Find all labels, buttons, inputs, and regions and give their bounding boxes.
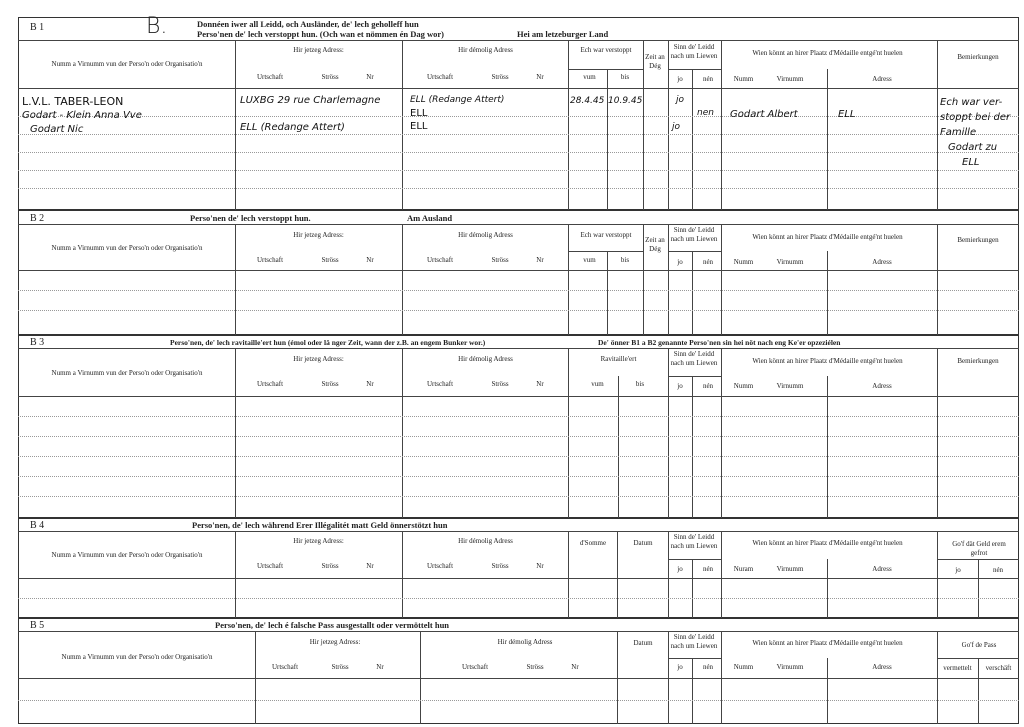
b4-header-aname: Nuram (733, 565, 754, 573)
b4-header-town-2: Urtschaft (426, 562, 454, 570)
b4-header-sum: d'Somme (579, 539, 607, 547)
b5-header-alive: Sinn de' Leidd nach um Liewen (670, 633, 718, 650)
b3-header-to: bis (635, 380, 645, 388)
b2-header-current: Hir jetzeg Adress: (293, 231, 344, 239)
b3-header-street: Ströss (321, 380, 339, 388)
b2-header-town: Urtschaft (256, 256, 284, 264)
header-nr-2: Nr (536, 73, 544, 81)
b5-header-current: Hir jetzeg Adress: (309, 638, 361, 646)
b3-header-yes: jo (677, 382, 683, 390)
b2-header-from: vum (583, 256, 596, 264)
b3-header-award: Wien könnt an hirer Plaatz d'Médaille entgé'nt huelen (752, 357, 903, 365)
header-current: Hir jetzeg Adress: (293, 46, 344, 54)
section-b2 (18, 210, 1019, 335)
b2-header-yes: jo (677, 258, 683, 266)
header-alive: Sinn de' Leidd nach um Liewen (670, 43, 718, 60)
b1-row2-no: nen (697, 108, 714, 118)
b1-row1-from: 28.4.45 (570, 96, 605, 106)
b4-header-street: Ströss (321, 562, 339, 570)
b5-header-pass: Go'f de Pass (961, 641, 997, 649)
b4-header-former: Hir démolig Adress (458, 537, 513, 545)
header-hidden: Ech war verstoppt (580, 46, 632, 54)
b4-header-aaddr: Adress (872, 565, 892, 573)
b1-row2-name: Godart - Klein Anna Vve (22, 110, 142, 121)
b3-header-nr: Nr (366, 380, 374, 388)
b3-title2: De' önner B1 a B2 genannte Perso'nen sin hei nöt nach eng Ke'er opzeziélen (598, 338, 841, 347)
b2-label: B 2 (30, 213, 45, 224)
b3-header-alive: Sinn de' Leidd nach um Liewen (670, 350, 718, 367)
b4-header-no: nén (702, 565, 714, 573)
b4-header-afirst: Virnumm (776, 565, 804, 573)
b3-header-former: Hir démolig Adress (458, 355, 513, 363)
b2-header-remarks: Bemierkungen (957, 236, 999, 244)
b4-header-town: Urtschaft (256, 562, 284, 570)
b3-label: B 3 (30, 337, 45, 348)
b3-header-from: vum (591, 380, 604, 388)
b1-label: B 1 (30, 22, 45, 33)
b1-title3: Hei am letzeburger Land (517, 29, 609, 39)
b3-title: Perso'nen, de' lech ravitaille'ert hun (émol oder lä nger Zeit, wann der z.B. an engem Bunker wor.) (170, 338, 486, 347)
b3-header-aname: Numm (733, 382, 754, 390)
header-afirst: Virnumm (776, 75, 804, 83)
b1-row1-yes: jo (676, 95, 685, 105)
b4-header-nr-2: Nr (536, 562, 544, 570)
b5-header-yes: jo (677, 663, 683, 671)
b2-header-afirst: Virnumm (776, 258, 804, 266)
b2-header-town-2: Urtschaft (426, 256, 454, 264)
b5-header-afirst: Virnumm (776, 663, 804, 671)
b2-header-former: Hir démolig Adress (458, 231, 513, 239)
b3-header-supplied: Ravitaille'ert (600, 355, 637, 363)
header-nr: Nr (366, 73, 374, 81)
header-former: Hir démolig Adress (458, 46, 513, 54)
b2-header-nr: Nr (366, 256, 374, 264)
b1-row2-former: ELL (410, 108, 428, 119)
b4-label: B 4 (30, 520, 45, 531)
b2-header-aaddr: Adress (872, 258, 892, 266)
b2-header-to: bis (620, 256, 630, 264)
b5-header-nr-2: Nr (571, 663, 579, 671)
b3-header-town-2: Urtschaft (426, 380, 454, 388)
b5-header-street-2: Ströss (526, 663, 544, 671)
b2-header-hidden: Ech war verstoppt (580, 231, 632, 239)
b2-header-nr-2: Nr (536, 256, 544, 264)
b1-row1-to: 10.9.45 (608, 96, 643, 106)
b4-header-money-yes: jo (955, 566, 961, 574)
b1-row3-yes: jo (672, 122, 681, 132)
b1-row3-current: ELL (Redange Attert) (240, 122, 345, 133)
b5-header-aaddr: Adress (872, 663, 892, 671)
b1-row3-former: ELL (410, 121, 428, 132)
b4-header-award: Wien könnt an hirer Plaatz d'Médaille entgé'nt huelen (752, 539, 903, 547)
b3-header-no: nén (702, 382, 714, 390)
b1-row1-current: LUXBG 29 rue Charlemagne (240, 95, 381, 106)
b5-header-nr: Nr (376, 663, 384, 671)
b5-header-town-2: Urtschaft (461, 663, 489, 671)
b5-header-town: Urtschaft (271, 663, 299, 671)
header-town: Urtschaft (256, 73, 284, 81)
b2-header-aname: Numm (733, 258, 754, 266)
b4-header-date: Datum (633, 539, 653, 547)
b4-header-alive: Sinn de' Leidd nach um Liewen (670, 533, 718, 550)
header-no: nén (702, 75, 714, 83)
b1-title2: Perso'nen de' lech verstoppt hun. (Och wan et nömmen én Dag wor) (197, 29, 444, 39)
b4-header-money-no: nén (992, 566, 1004, 574)
b3-header-aaddr: Adress (872, 382, 892, 390)
header-from: vum (583, 73, 596, 81)
b5-header-aname: Numm (733, 663, 754, 671)
b5-header-issued: vermettelt (943, 664, 972, 672)
b4-header-money-back: Go'f dät Geld erem gefrot (952, 540, 1006, 557)
b2-header-no: nén (702, 258, 714, 266)
b2-header-award: Wien könnt an hirer Plaatz d'Médaille entgé'nt huelen (752, 233, 903, 241)
b3-header-remarks: Bemierkungen (957, 357, 999, 365)
b1-remark-1: Ech war ver- (940, 97, 1003, 108)
b2-header-street-2: Ströss (491, 256, 509, 264)
b1-remark-5: ELL (962, 157, 980, 168)
header-person: Numm a Virnumm vun der Perso'n oder Organisatio'n (51, 60, 203, 68)
b3-header-nr-2: Nr (536, 380, 544, 388)
b1-row2-award-name: Godart Albert (730, 109, 798, 120)
b1-remark-3: Famille (940, 127, 977, 138)
b2-header-time: Zeit an Dég (645, 236, 665, 253)
b1-row2-award-place: ELL (838, 109, 856, 120)
b5-header-street: Ströss (331, 663, 349, 671)
header-time: Zeit an Dég (645, 53, 665, 70)
b5-label: B 5 (30, 620, 45, 631)
b2-header-alive: Sinn de' Leidd nach um Liewen (670, 226, 718, 243)
b4-header-nr: Nr (366, 562, 374, 570)
b3-header-street-2: Ströss (491, 380, 509, 388)
b4-header-person: Numm a Virnumm vun der Perso'n oder Organisatio'n (51, 551, 203, 559)
b2-title: Perso'nen de' lech verstoppt hun. (190, 213, 311, 223)
b5-header-no: nén (702, 663, 714, 671)
b1-remark-4: Godart zu (948, 142, 998, 153)
b3-header-current: Hir jetzeg Adress: (293, 355, 344, 363)
header-aname: Numm (733, 75, 754, 83)
b5-header-former: Hir démolig Adress (497, 638, 553, 646)
header-remarks: Bemierkungen (957, 53, 999, 61)
b1-row1-former: ELL (Redange Attert) (410, 95, 505, 105)
header-street: Ströss (321, 73, 339, 81)
b5-header-made: verschäft (985, 664, 1012, 672)
b2-title2: Am Ausland (407, 213, 453, 223)
b1-row3-name: Godart Nic (30, 124, 84, 135)
b3-header-afirst: Virnumm (776, 382, 804, 390)
b1-remark-2: stoppt bei der (940, 112, 1011, 123)
b5-header-date: Datum (633, 639, 653, 647)
header-aaddr: Adress (872, 75, 892, 83)
b5-title: Perso'nen, de' lech é falsche Pass ausgestallt oder vermöttelt hun (215, 620, 450, 630)
b1-row1-name: L.V.L. TABER-LEON (22, 95, 124, 108)
header-award: Wien könnt an hirer Plaatz d'Médaille entgé'nt huelen (752, 49, 903, 57)
b4-title: Perso'nen, de' lech während Erer Illégalitét matt Geld önnerstötzt hun (192, 520, 448, 530)
b2-header-person: Numm a Virnumm vun der Perso'n oder Organisatio'n (51, 244, 203, 252)
b4-header-street-2: Ströss (491, 562, 509, 570)
b1-letter: B. (146, 14, 168, 39)
header-town-2: Urtschaft (426, 73, 454, 81)
header-yes: jo (677, 75, 683, 83)
b3-header-person: Numm a Virnumm vun der Perso'n oder Organisatio'n (51, 369, 203, 377)
b1-title1: Donnéen iwer all Leidd, och Ausländer, de' lech geholleff hun (197, 19, 419, 29)
b5-header-award: Wien könnt an hirer Plaatz d'Médaille entgé'nt huelen (752, 639, 903, 647)
b4-header-yes: jo (677, 565, 683, 573)
b5-header-person: Numm a Virnumm vun der Perso'n oder Organisatio'n (61, 653, 213, 661)
b2-header-street: Ströss (321, 256, 339, 264)
header-street-2: Ströss (491, 73, 509, 81)
header-to: bis (620, 73, 630, 81)
b4-header-current: Hir jetzeg Adress: (293, 537, 344, 545)
b3-header-town: Urtschaft (256, 380, 284, 388)
